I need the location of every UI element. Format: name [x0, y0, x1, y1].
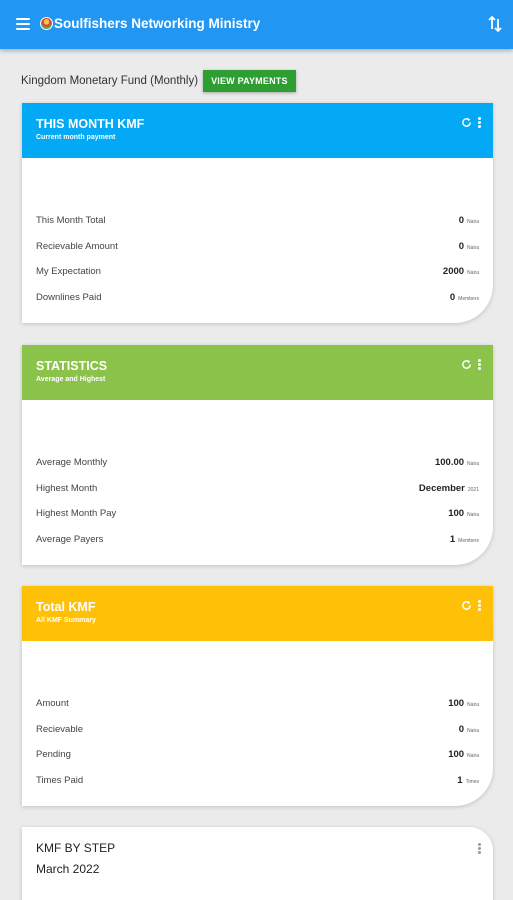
menu-icon[interactable]	[16, 18, 30, 30]
app-title: Soulfishers Networking Ministry	[54, 16, 261, 31]
card-title: Total KMF	[36, 600, 96, 614]
row-value: 0	[449, 291, 456, 303]
more-options-icon[interactable]	[478, 600, 481, 611]
row-label: This Month Total	[36, 215, 106, 226]
step-card-title: KMF BY STEP	[36, 841, 116, 855]
row-label: My Expectation	[36, 266, 101, 277]
card-row	[36, 287, 479, 313]
kmf-by-step-card	[22, 827, 493, 900]
view-payments-button[interactable]: VIEW PAYMENTS	[203, 70, 296, 92]
row-value: December	[418, 482, 465, 494]
card-row	[36, 503, 479, 529]
row-value: 1	[449, 533, 456, 545]
card-subtitle: All KMF Summary	[36, 617, 96, 624]
row-unit: Naira	[467, 270, 479, 276]
row-value: 2000	[442, 266, 465, 277]
card-row	[36, 770, 479, 796]
card-row	[36, 744, 479, 770]
app-bar	[0, 0, 513, 49]
more-options-icon[interactable]	[478, 843, 481, 854]
row-unit: Naira	[467, 461, 479, 467]
more-options-icon[interactable]	[478, 359, 481, 370]
row-value: 100	[448, 508, 465, 519]
row-value: 1	[457, 774, 463, 786]
card-row	[36, 478, 479, 504]
row-label: Recievable Amount	[36, 240, 118, 252]
sort-icon[interactable]	[487, 14, 503, 34]
row-value: 100	[448, 698, 465, 709]
refresh-icon[interactable]	[461, 359, 472, 370]
card-row	[36, 529, 479, 555]
card-title: THIS MONTH KMF	[36, 117, 145, 131]
refresh-icon[interactable]	[461, 117, 472, 128]
app-logo	[40, 17, 53, 30]
card-row	[36, 236, 479, 262]
more-options-icon[interactable]	[478, 117, 481, 128]
row-value: 100.00	[434, 457, 465, 468]
row-label: Highest Month	[36, 482, 98, 494]
row-label: Recievable	[36, 723, 83, 735]
kmf-label: Kingdom Monetary Fund (Monthly)	[21, 75, 199, 87]
refresh-icon[interactable]	[461, 600, 472, 611]
card-subtitle: Current month payment	[36, 134, 116, 141]
card-row	[36, 210, 479, 236]
card-title: STATISTICS	[36, 359, 108, 373]
row-label: Times Paid	[36, 774, 84, 786]
row-value: 0	[458, 240, 465, 252]
row-label: Pending	[36, 749, 71, 760]
card-header	[22, 103, 493, 158]
row-value: 0	[458, 723, 465, 735]
row-label: Downlines Paid	[36, 291, 102, 303]
card-row	[36, 693, 479, 719]
row-unit: 2021	[467, 486, 479, 493]
card-subtitle: Average and Highest	[36, 376, 106, 383]
card-header	[22, 586, 493, 641]
statistics-card	[22, 345, 493, 565]
row-unit: Members	[458, 295, 479, 302]
row-unit: Naira	[467, 753, 479, 759]
row-label: Average Payers	[36, 533, 104, 545]
row-label: Average Monthly	[36, 457, 108, 468]
card-header	[22, 345, 493, 400]
row-unit: Naira	[467, 512, 479, 518]
row-unit: Members	[458, 537, 479, 544]
card-row	[36, 261, 479, 287]
kmf-header	[21, 70, 296, 92]
row-value: 100	[448, 749, 465, 760]
row-unit: Times	[465, 778, 479, 785]
row-unit: Naira	[467, 727, 479, 734]
row-label: Amount	[36, 698, 69, 709]
row-unit: Naira	[467, 219, 479, 225]
row-value: 0	[458, 215, 465, 226]
row-unit: Naira	[467, 702, 479, 708]
this-month-card	[22, 103, 493, 323]
card-row	[36, 719, 479, 745]
total-kmf-card	[22, 586, 493, 806]
card-row	[36, 452, 479, 478]
row-label: Highest Month Pay	[36, 508, 117, 519]
row-unit: Naira	[467, 244, 479, 251]
step-card-date: March 2022	[36, 862, 100, 876]
